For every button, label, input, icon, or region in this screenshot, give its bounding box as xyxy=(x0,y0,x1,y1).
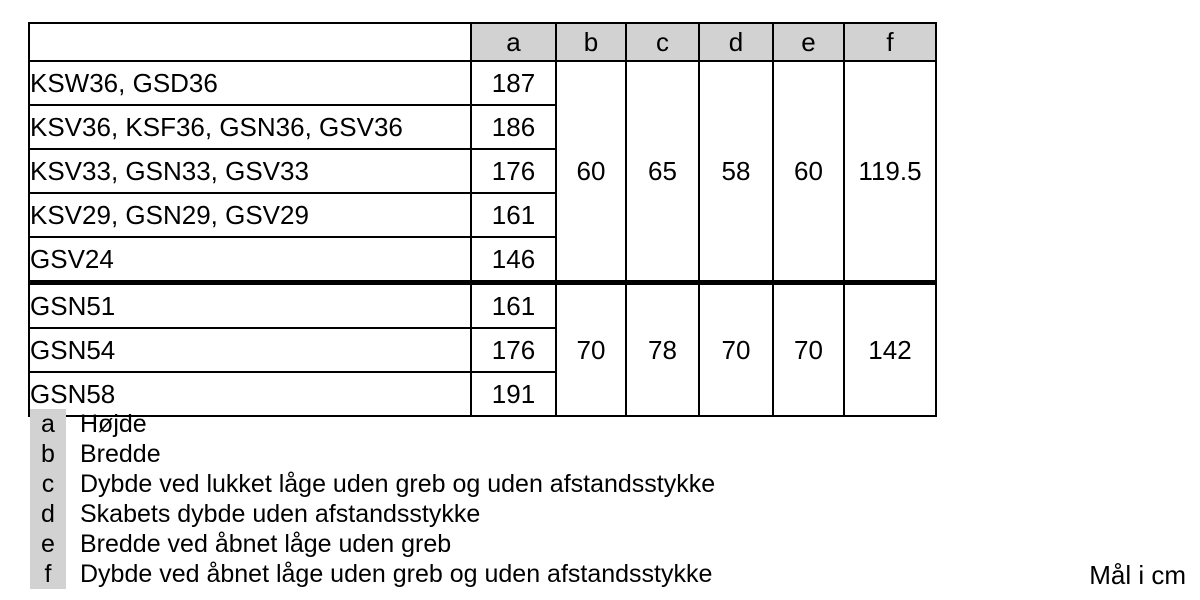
column-header-f: f xyxy=(844,23,936,61)
shared-value-f: 142 xyxy=(844,283,936,417)
shared-value-d: 70 xyxy=(699,283,773,417)
height-value-cell: 176 xyxy=(471,328,556,372)
legend-label: Højde xyxy=(80,409,147,438)
legend-item-e xyxy=(30,529,715,559)
legend-label: Skabets dybde uden afstandsstykke xyxy=(80,499,481,528)
legend-key: e xyxy=(30,529,66,559)
legend-key: b xyxy=(30,439,66,469)
model-cell: KSV33, GSN33, GSV33 xyxy=(29,149,471,193)
height-value-cell: 146 xyxy=(471,237,556,283)
model-cell: GSN51 xyxy=(29,283,471,329)
column-header-b: b xyxy=(556,23,626,61)
column-header-e: e xyxy=(773,23,844,61)
legend xyxy=(30,409,715,589)
legend-item-f xyxy=(30,559,715,589)
shared-value-c: 78 xyxy=(626,283,699,417)
empty-header-cell xyxy=(29,23,471,61)
shared-value-c: 65 xyxy=(626,61,699,283)
legend-item-d xyxy=(30,499,715,529)
height-value-cell: 186 xyxy=(471,105,556,149)
model-cell: GSN54 xyxy=(29,328,471,372)
legend-label: Dybde ved åbnet låge uden greb og uden afstandsstykke xyxy=(80,559,713,588)
legend-key: d xyxy=(30,499,66,529)
model-cell: KSW36, GSD36 xyxy=(29,61,471,105)
height-value-cell: 161 xyxy=(471,193,556,237)
legend-key: f xyxy=(30,559,66,589)
shared-value-d: 58 xyxy=(699,61,773,283)
model-cell: KSV29, GSN29, GSV29 xyxy=(29,193,471,237)
shared-value-b: 60 xyxy=(556,61,626,283)
height-value-cell: 161 xyxy=(471,283,556,329)
shared-value-b: 70 xyxy=(556,283,626,417)
column-header-d: d xyxy=(699,23,773,61)
column-header-c: c xyxy=(626,23,699,61)
shared-value-f: 119.5 xyxy=(844,61,936,283)
legend-item-a xyxy=(30,409,715,439)
height-value-cell: 176 xyxy=(471,149,556,193)
legend-key: a xyxy=(30,409,66,439)
model-cell: GSV24 xyxy=(29,237,471,283)
legend-item-b xyxy=(30,439,715,469)
legend-label: Bredde ved åbnet låge uden greb xyxy=(80,529,452,558)
header-row xyxy=(29,23,936,61)
dimensions-table xyxy=(28,22,937,417)
model-cell: KSV36, KSF36, GSN36, GSV36 xyxy=(29,105,471,149)
legend-item-c xyxy=(30,469,715,499)
height-value-cell: 187 xyxy=(471,61,556,105)
legend-key: c xyxy=(30,469,66,499)
table-row xyxy=(29,61,936,105)
height-value-cell: 191 xyxy=(471,372,556,416)
legend-label: Dybde ved lukket låge uden greb og uden afstandsstykke xyxy=(80,469,716,498)
units-note: Mål i cm xyxy=(1089,560,1186,590)
shared-value-e: 70 xyxy=(773,283,844,417)
shared-value-e: 60 xyxy=(773,61,844,283)
model-cell: GSN58 xyxy=(29,372,471,416)
table-row-group2 xyxy=(29,283,936,329)
column-header-a: a xyxy=(471,23,556,61)
legend-label: Bredde xyxy=(80,439,161,468)
